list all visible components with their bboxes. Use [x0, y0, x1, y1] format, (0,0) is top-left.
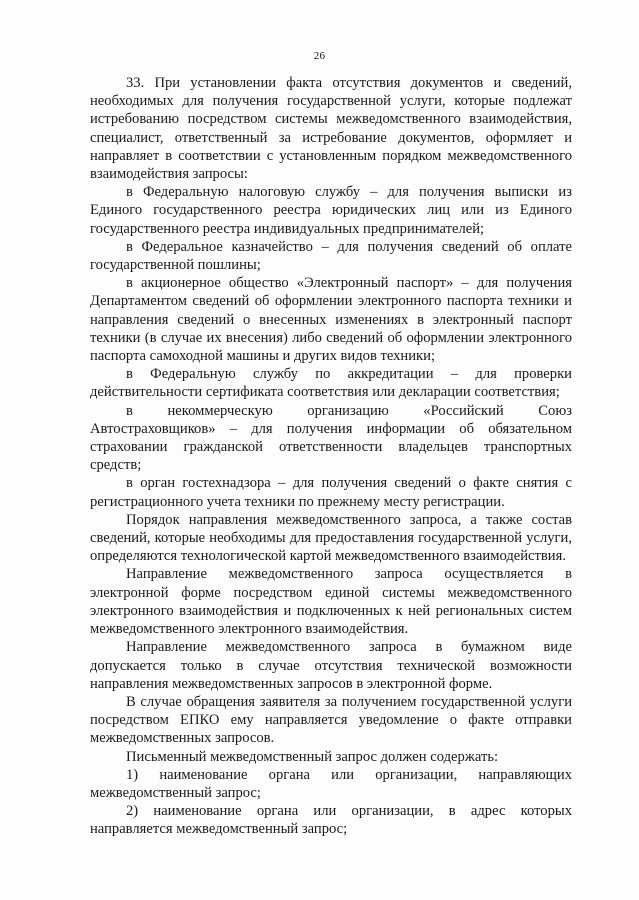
document-body	[90, 74, 572, 839]
list-item-2: 2) наименование органа или организации, в адрес которых направляется межведомственный запрос;	[90, 803, 572, 838]
paragraph-accreditation: в Федеральную службу по аккредитации – для проверки действительности сертификата соответствия или декларации соответствия;	[90, 366, 572, 401]
list-item-1: 1) наименование органа или организации, направляющих межведомственный запрос;	[90, 766, 572, 801]
paragraph-insurers-union: в некоммерческую организацию «Российский Союз Автостраховщиков» – для получения информации об обязательном страховании гражданской ответственности владельцев транспортных средств;	[90, 402, 572, 474]
paragraph-33-intro: 33. При установлении факта отсутствия документов и сведений, необходимых для получения государственной услуги, которые подлежат истребованию посредством системы межведомственного взаимодействия, специалист, ответственный за истребование документов, оформляет и направляет в соответствии с установленным порядком межведомственного взаимодействия запросы:	[90, 75, 572, 183]
paragraph-treasury: в Федеральное казначейство – для получения сведений об оплате государственной пошлины;	[90, 238, 572, 274]
page-number: 26	[313, 50, 326, 62]
paragraph-electronic-form: Направление межведомственного запроса осуществляется в электронной форме посредством единой системы межведомственного электронного взаимодействия и подключенных к ней региональных систем межведомственного электронного взаимодействия.	[90, 566, 572, 638]
paragraph-paper-form: Направление межведомственного запроса в бумажном виде допускается только в случае отсутствия технической возможности направления межведомственных запросов в электронной форме.	[90, 639, 572, 692]
paragraph-written-request: Письменный межведомственный запрос должен содержать:	[126, 748, 499, 765]
paragraph-request-procedure: Порядок направления межведомственного запроса, а также состав сведений, которые необходимы для предоставления государственной услуги, определяются технологической картой межведомственного взаимодействия.	[90, 511, 572, 565]
paragraph-gostekhnadzor: в орган гостехнадзора – для получения сведений о факте снятия с регистрационного учета техники по прежнему месту регистрации.	[90, 475, 572, 510]
paragraph-epko-notice: В случае обращения заявителя за получением государственной услуги посредством ЕПКО ему направляется уведомление о факте отправки межведомственных запросов.	[90, 693, 572, 747]
paragraph-tax-service: в Федеральную налоговую службу – для получения выписки из Единого государственного реестра юридических лиц или из Единого государственного реестра индивидуальных предпринимателей;	[90, 184, 572, 237]
paragraph-electronic-passport: в акционерное общество «Электронный паспорт» – для получения Департаментом сведений об оформлении электронного паспорта техники и направления сведений о внесенных изменениях в электронный паспорт техники (в случае их внесения) либо сведений об оформлении электронного паспорта самоходной машины и других видов техники;	[90, 275, 572, 365]
